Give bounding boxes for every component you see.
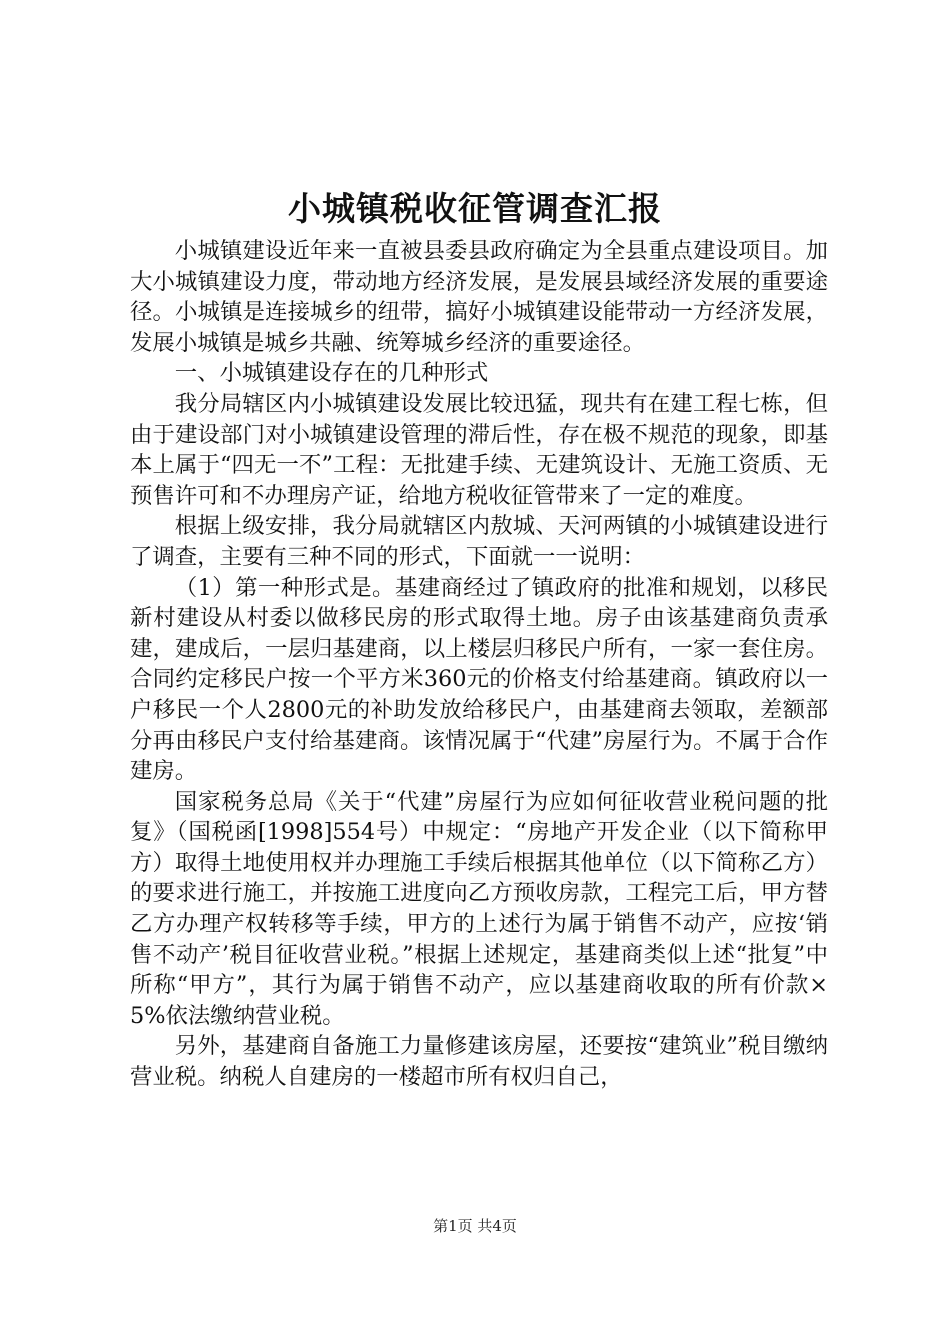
document-title: 小城镇税收征管调查汇报: [288, 189, 662, 228]
paragraph-investigation: 根据上级安排，我分局就辖区内敖城、天河两镇的小城镇建设进行了调查，主要有三种不同的形式，下面就一一说明：: [130, 513, 828, 570]
paragraph-intro: 小城镇建设近年来一直被县委县政府确定为全县重点建设项目。加大小城镇建设力度，带动地方经济发展，是发展县域经济发展的重要途径。小城镇是连接城乡的纽带，搞好小城镇建设能带动一方经济发展，发展小城镇是城乡共融、统筹城乡经济的重要途径。: [130, 238, 828, 356]
paragraph-first-form: （1）第一种形式是。基建商经过了镇政府的批准和规划，以移民新村建设从村委以做移民房的形式取得土地。房子由该基建商负责承建，建成后，一层归基建商，以上楼层归移民户所有，一家一套住房。合同约定移民户按一个平方米360元的价格支付给基建商。镇政府以一户移民一个人2800元的补助发放给移民户，由基建商去领取，差额部分再由移民户支付给基建商。该情况属于“代建”房屋行为。不属于合作建房。: [130, 574, 828, 785]
paragraph-construction-status: 我分局辖区内小城镇建设发展比较迅猛，现共有在建工程七栋，但由于建设部门对小城镇建设管理的滞后性，存在极不规范的现象，即基本上属于“四无一不”工程：无批建手续、无建筑设计、无施工资质、无预售许可和不办理房产证，给地方税收征管带来了一定的难度。: [130, 390, 828, 509]
section-heading-forms: 一、小城镇建设存在的几种形式: [174, 360, 489, 387]
paragraph-construction-tax: 另外，基建商自备施工力量修建该房屋，还要按“建筑业”税目缴纳营业税。纳税人自建房的一楼超市所有权归自己，: [130, 1033, 828, 1091]
document-body: [130, 236, 828, 1093]
page-number-footer: 第1页 共4页: [433, 1217, 517, 1235]
paragraph-tax-regulation: 国家税务总局《关于“代建”房屋行为应如何征收营业税问题的批复》（国税函[1998]554号）中规定：“房地产开发企业（以下简称甲方）取得土地使用权并办理施工手续后根据其他单位（以下简称乙方）的要求进行施工，并按施工进度向乙方预收房款，工程完工后，甲方替乙方办理产权转移等手续，甲方的上述行为属于销售不动产，应按‘销售不动产’税目征收营业税。”根据上述规定，基建商类似上述“批复”中所称“甲方”，其行为属于销售不动产，应以基建商收取的所有价款×5%依法缴纳营业税。: [130, 788, 828, 1029]
